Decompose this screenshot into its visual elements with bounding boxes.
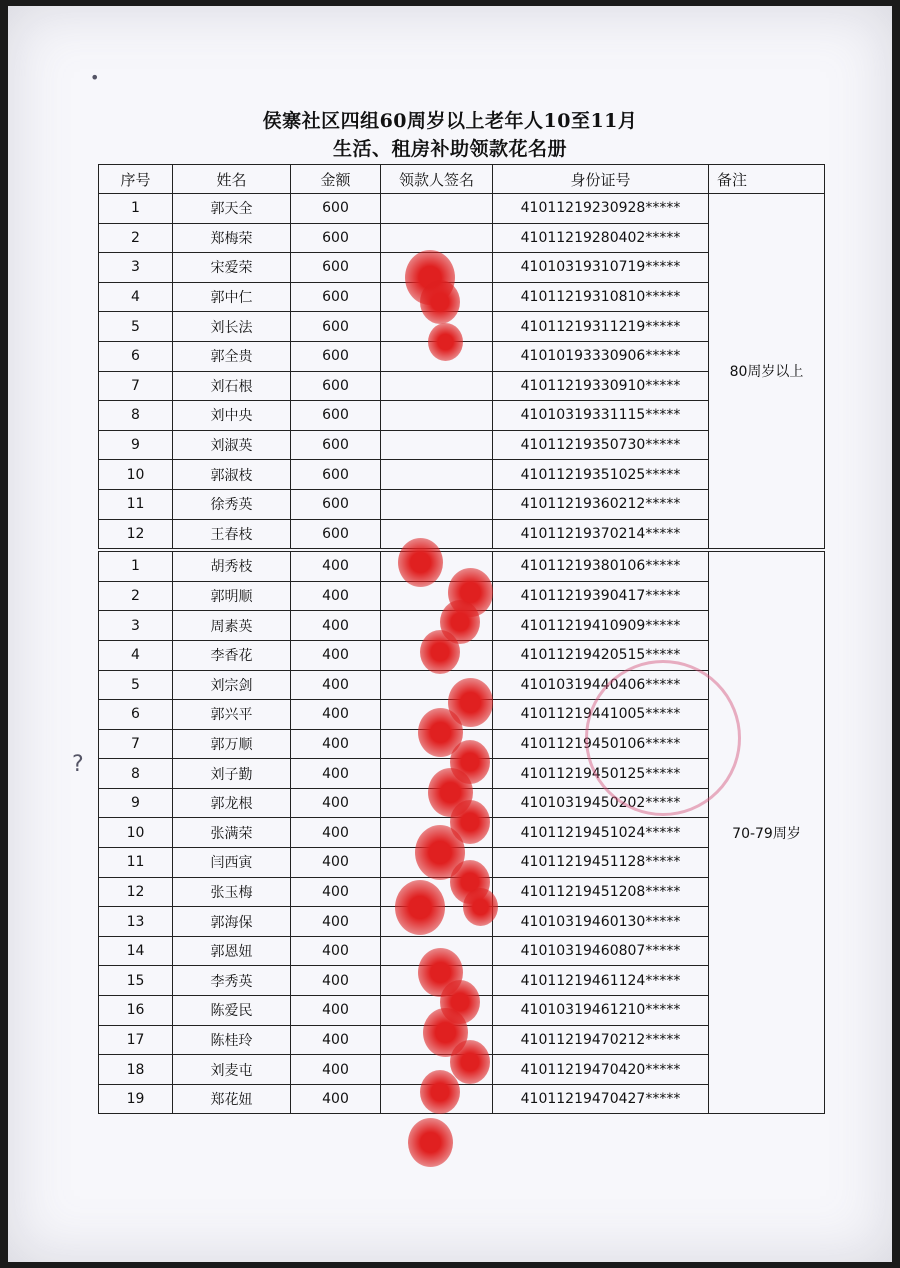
- signature-cell: [381, 460, 493, 490]
- row-name: 胡秀枝: [173, 550, 291, 581]
- row-id-number: 41011219311219*****: [493, 312, 709, 342]
- row-amount: 400: [291, 877, 381, 907]
- row-name: 李香花: [173, 640, 291, 670]
- row-name: 张玉梅: [173, 877, 291, 907]
- row-number: 11: [99, 489, 173, 519]
- row-amount: 600: [291, 519, 381, 550]
- row-amount: 400: [291, 788, 381, 818]
- row-name: 郑梅荣: [173, 223, 291, 253]
- note-cell: 80周岁以上: [709, 194, 825, 551]
- row-number: 18: [99, 1055, 173, 1085]
- row-name: 郭恩妞: [173, 936, 291, 966]
- row-id-number: 41011219330910*****: [493, 371, 709, 401]
- row-amount: 600: [291, 401, 381, 431]
- row-id-number: 41011219451128*****: [493, 848, 709, 878]
- signature-cell: [381, 371, 493, 401]
- row-amount: 400: [291, 670, 381, 700]
- row-amount: 600: [291, 371, 381, 401]
- row-number: 6: [99, 700, 173, 730]
- header-cell: 领款人签名: [381, 165, 493, 194]
- row-id-number: 41010193330906*****: [493, 341, 709, 371]
- row-id-number: 41010319460130*****: [493, 907, 709, 937]
- row-id-number: 41011219450106*****: [493, 729, 709, 759]
- thumbprint-mark: [420, 280, 460, 324]
- thumbprint-mark: [428, 323, 463, 362]
- header-cell: 身份证号: [493, 165, 709, 194]
- row-amount: 600: [291, 194, 381, 224]
- row-amount: 400: [291, 936, 381, 966]
- row-name: 王春枝: [173, 519, 291, 550]
- row-number: 9: [99, 788, 173, 818]
- row-number: 15: [99, 966, 173, 996]
- row-id-number: 41011219451208*****: [493, 877, 709, 907]
- row-amount: 400: [291, 966, 381, 996]
- row-id-number: 41011219351025*****: [493, 460, 709, 490]
- thumbprint-mark: [398, 538, 443, 588]
- row-amount: 400: [291, 848, 381, 878]
- row-number: 2: [99, 223, 173, 253]
- row-id-number: 41011219350730*****: [493, 430, 709, 460]
- row-number: 5: [99, 312, 173, 342]
- signature-cell: [381, 401, 493, 431]
- note-cell: 70-79周岁: [709, 550, 825, 1114]
- row-id-number: 41011219370214*****: [493, 519, 709, 550]
- row-number: 4: [99, 640, 173, 670]
- row-amount: 600: [291, 430, 381, 460]
- signature-cell: [381, 489, 493, 519]
- row-id-number: 41011219470427*****: [493, 1084, 709, 1114]
- thumbprint-mark: [420, 630, 460, 674]
- row-amount: 600: [291, 253, 381, 283]
- row-name: 郭龙根: [173, 788, 291, 818]
- row-number: 17: [99, 1025, 173, 1055]
- row-amount: 600: [291, 341, 381, 371]
- row-number: 5: [99, 670, 173, 700]
- row-number: 13: [99, 907, 173, 937]
- row-id-number: 41011219470212*****: [493, 1025, 709, 1055]
- header-cell: 金额: [291, 165, 381, 194]
- header-cell: 姓名: [173, 165, 291, 194]
- row-amount: 400: [291, 1025, 381, 1055]
- row-id-number: 41011219380106*****: [493, 550, 709, 581]
- row-name: 郭明顺: [173, 581, 291, 611]
- row-id-number: 41010319331115*****: [493, 401, 709, 431]
- row-number: 10: [99, 818, 173, 848]
- row-number: 3: [99, 611, 173, 641]
- row-amount: 400: [291, 581, 381, 611]
- row-name: 郭海保: [173, 907, 291, 937]
- row-number: 6: [99, 341, 173, 371]
- row-id-number: 41011219450125*****: [493, 759, 709, 789]
- row-id-number: 41011219230928*****: [493, 194, 709, 224]
- seal-stamp-icon: [585, 660, 741, 816]
- header-cell: 序号: [99, 165, 173, 194]
- ink-dot: •: [90, 68, 100, 87]
- row-name: 刘中央: [173, 401, 291, 431]
- row-number: 1: [99, 550, 173, 581]
- row-id-number: 41011219470420*****: [493, 1055, 709, 1085]
- row-amount: 400: [291, 759, 381, 789]
- row-amount: 600: [291, 282, 381, 312]
- row-name: 郭全贵: [173, 341, 291, 371]
- row-number: 10: [99, 460, 173, 490]
- row-name: 郭天全: [173, 194, 291, 224]
- row-number: 1: [99, 194, 173, 224]
- header-row: [99, 165, 825, 194]
- thumbprint-mark: [463, 888, 498, 927]
- row-number: 19: [99, 1084, 173, 1114]
- row-number: 3: [99, 253, 173, 283]
- row-number: 16: [99, 996, 173, 1026]
- thumbprint-mark: [450, 1040, 490, 1084]
- row-name: 张满荣: [173, 818, 291, 848]
- row-name: 刘石根: [173, 371, 291, 401]
- margin-question-mark: ?: [72, 752, 84, 777]
- row-id-number: 41010319461210*****: [493, 996, 709, 1026]
- row-amount: 400: [291, 700, 381, 730]
- row-id-number: 41010319440406*****: [493, 670, 709, 700]
- row-amount: 400: [291, 640, 381, 670]
- row-name: 刘宗剑: [173, 670, 291, 700]
- row-amount: 400: [291, 1055, 381, 1085]
- row-id-number: 41011219310810*****: [493, 282, 709, 312]
- row-name: 刘淑英: [173, 430, 291, 460]
- row-number: 14: [99, 936, 173, 966]
- row-amount: 600: [291, 489, 381, 519]
- row-name: 郭兴平: [173, 700, 291, 730]
- signature-cell: [381, 223, 493, 253]
- signature-cell: [381, 430, 493, 460]
- row-amount: 400: [291, 907, 381, 937]
- row-name: 刘长法: [173, 312, 291, 342]
- row-name: 郭淑枝: [173, 460, 291, 490]
- row-name: 郭中仁: [173, 282, 291, 312]
- row-id-number: 41011219280402*****: [493, 223, 709, 253]
- row-name: 刘子勤: [173, 759, 291, 789]
- row-id-number: 41010319310719*****: [493, 253, 709, 283]
- row-name: 陈桂玲: [173, 1025, 291, 1055]
- row-number: 2: [99, 581, 173, 611]
- thumbprint-mark: [408, 1118, 453, 1168]
- row-id-number: 41010319460807*****: [493, 936, 709, 966]
- title-line-2: 生活、租房补助领款花名册: [332, 138, 567, 160]
- row-amount: 400: [291, 550, 381, 581]
- row-amount: 400: [291, 729, 381, 759]
- row-id-number: 41011219461124*****: [493, 966, 709, 996]
- row-amount: 400: [291, 1084, 381, 1114]
- row-number: 12: [99, 877, 173, 907]
- row-amount: 600: [291, 223, 381, 253]
- row-number: 8: [99, 759, 173, 789]
- row-amount: 400: [291, 818, 381, 848]
- row-id-number: 41011219410909*****: [493, 611, 709, 641]
- row-id-number: 41011219451024*****: [493, 818, 709, 848]
- row-id-number: 41011219360212*****: [493, 489, 709, 519]
- signature-cell: [381, 194, 493, 224]
- row-id-number: 41010319450202*****: [493, 788, 709, 818]
- row-amount: 400: [291, 996, 381, 1026]
- title-line-1: 侯寨社区四组60周岁以上老年人10至11月: [262, 110, 638, 132]
- row-name: 徐秀英: [173, 489, 291, 519]
- row-number: 7: [99, 729, 173, 759]
- row-name: 郑花妞: [173, 1084, 291, 1114]
- row-name: 周素英: [173, 611, 291, 641]
- row-id-number: 41011219420515*****: [493, 640, 709, 670]
- row-number: 8: [99, 401, 173, 431]
- row-amount: 600: [291, 460, 381, 490]
- row-name: 闫西寅: [173, 848, 291, 878]
- row-number: 11: [99, 848, 173, 878]
- row-amount: 600: [291, 312, 381, 342]
- row-number: 7: [99, 371, 173, 401]
- row-name: 郭万顺: [173, 729, 291, 759]
- row-id-number: 41011219390417*****: [493, 581, 709, 611]
- row-number: 9: [99, 430, 173, 460]
- header-cell: 备注: [709, 165, 825, 194]
- table-row: [99, 194, 825, 224]
- row-name: 刘麦屯: [173, 1055, 291, 1085]
- row-name: 李秀英: [173, 966, 291, 996]
- row-number: 4: [99, 282, 173, 312]
- thumbprint-mark: [395, 880, 445, 935]
- row-number: 12: [99, 519, 173, 550]
- row-amount: 400: [291, 611, 381, 641]
- row-id-number: 41011219441005*****: [493, 700, 709, 730]
- row-name: 陈爱民: [173, 996, 291, 1026]
- thumbprint-mark: [420, 1070, 460, 1114]
- row-name: 宋爱荣: [173, 253, 291, 283]
